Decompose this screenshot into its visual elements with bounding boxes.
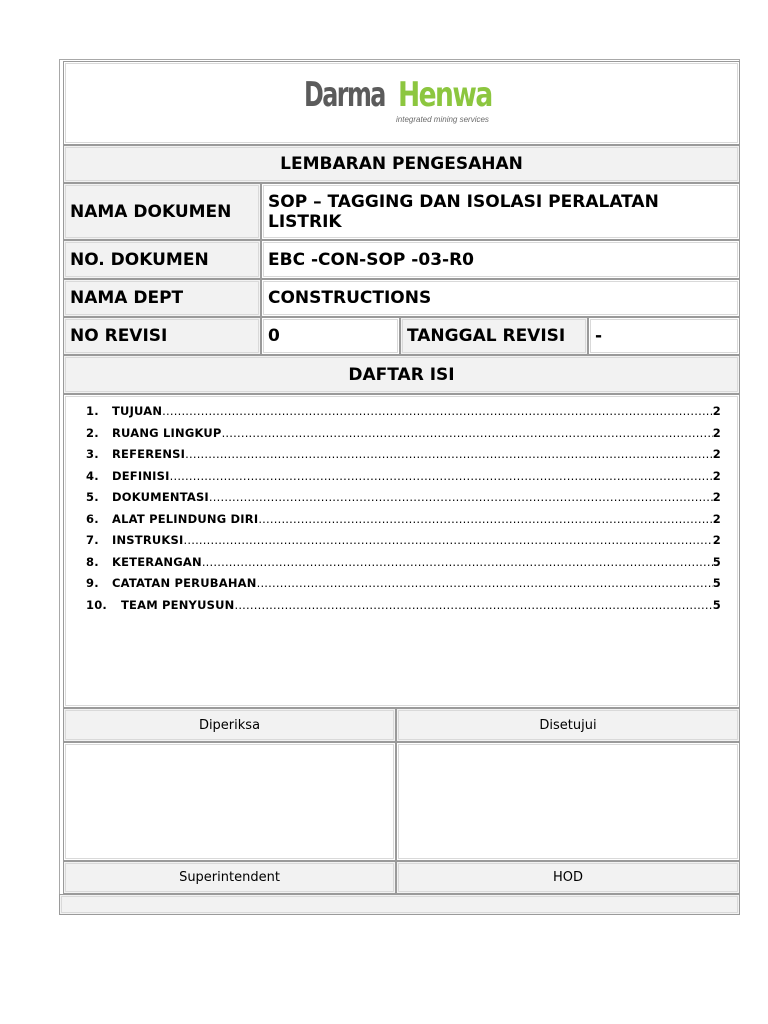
diperiksa-label: Diperiksa [63,708,396,742]
toc-item-page: 5 [712,554,721,569]
toc-item-label: DOKUMENTASI [112,490,209,504]
toc-item[interactable] [86,419,721,440]
hod-label: HOD [396,861,740,894]
toc-item-number: 8. [86,554,99,569]
toc-item-leader [162,404,713,418]
toc-item-page: 5 [712,597,721,612]
nama-dept-label: NAMA DEPT [63,279,261,317]
disetujui-label: Disetujui [396,708,740,742]
toc-item[interactable] [86,591,721,612]
toc-item-leader [170,469,713,483]
nama-dokumen-label: NAMA DOKUMEN [63,183,261,240]
toc-item-number: 7. [86,533,99,547]
toc-item-label: KETERANGAN [112,554,202,569]
toc-item-page: 5 [712,576,721,590]
logo-text-darma: Darma [304,75,385,115]
toc-item-number: 4. [86,468,99,483]
toc-item-page: 2 [712,468,721,483]
disetujui-signature-box [396,742,740,861]
toc-item[interactable] [86,462,721,483]
toc-item[interactable] [86,483,721,504]
toc-item-number: 9. [86,576,99,590]
toc-item-leader [209,490,713,504]
toc-item-leader [234,598,712,612]
document-title: LEMBARAN PENGESAHAN [63,145,740,183]
superintendent-label: Superintendent [63,861,396,894]
nama-dokumen-text: SOP – TAGGING DAN ISOLASI PERALATAN LISTRIK [268,191,659,232]
toc-body [63,394,740,708]
toc-item-leader [184,533,713,547]
toc-item-leader [202,555,713,569]
toc-item-label: TUJUAN [112,404,163,418]
toc-item[interactable] [86,548,721,569]
footer-strip [59,894,740,915]
nama-dept-value: CONSTRUCTIONS [261,279,740,317]
tanggal-revisi-label: TANGGAL REVISI [400,317,588,355]
toc-heading: DAFTAR ISI [63,355,740,394]
toc-item-leader [258,512,712,526]
toc-item-page: 2 [712,404,721,418]
toc-item-label: REFERENSI [112,447,186,461]
toc-item-number: 3. [86,447,99,461]
toc-item-label: CATATAN PERUBAHAN [112,576,257,590]
logo-cell [63,61,740,145]
no-dokumen-label: NO. DOKUMEN [63,240,261,279]
toc-item-leader [185,447,713,461]
nama-dokumen-value [261,183,740,240]
toc-item-label: RUANG LINGKUP [112,425,222,440]
toc-item[interactable] [86,569,721,590]
toc-item-number: 5. [86,490,99,504]
toc-item-page: 2 [712,511,721,526]
logo-tagline: integrated mining services [396,115,489,124]
toc-item-page: 2 [712,425,721,440]
toc-item-page: 2 [712,533,721,547]
diperiksa-signature-box [63,742,396,861]
toc-item-page: 2 [712,490,721,504]
toc-item[interactable] [86,526,721,547]
no-dokumen-value: EBC -CON-SOP -03-R0 [261,240,740,279]
toc-item-number: 10. [86,597,107,612]
toc-item[interactable] [86,440,721,461]
toc-item-label: ALAT PELINDUNG DIRI [112,511,259,526]
company-logo [294,75,509,131]
toc-item[interactable] [86,505,721,526]
toc-item-leader [257,576,713,590]
toc-item[interactable] [86,397,721,418]
toc-item-number: 6. [86,511,99,526]
toc-item-number: 1. [86,404,99,418]
toc-item-number: 2. [86,425,99,440]
tanggal-revisi-value: - [588,317,740,355]
toc-item-leader [222,426,713,440]
no-revisi-label: NO REVISI [63,317,261,355]
toc-item-label: DEFINISI [112,468,170,483]
toc-item-label: TEAM PENYUSUN [121,597,235,612]
toc-item-page: 2 [712,447,721,461]
toc-item-label: INSTRUKSI [112,533,184,547]
no-revisi-value: 0 [261,317,400,355]
logo-text-henwa: Henwa [398,75,492,115]
